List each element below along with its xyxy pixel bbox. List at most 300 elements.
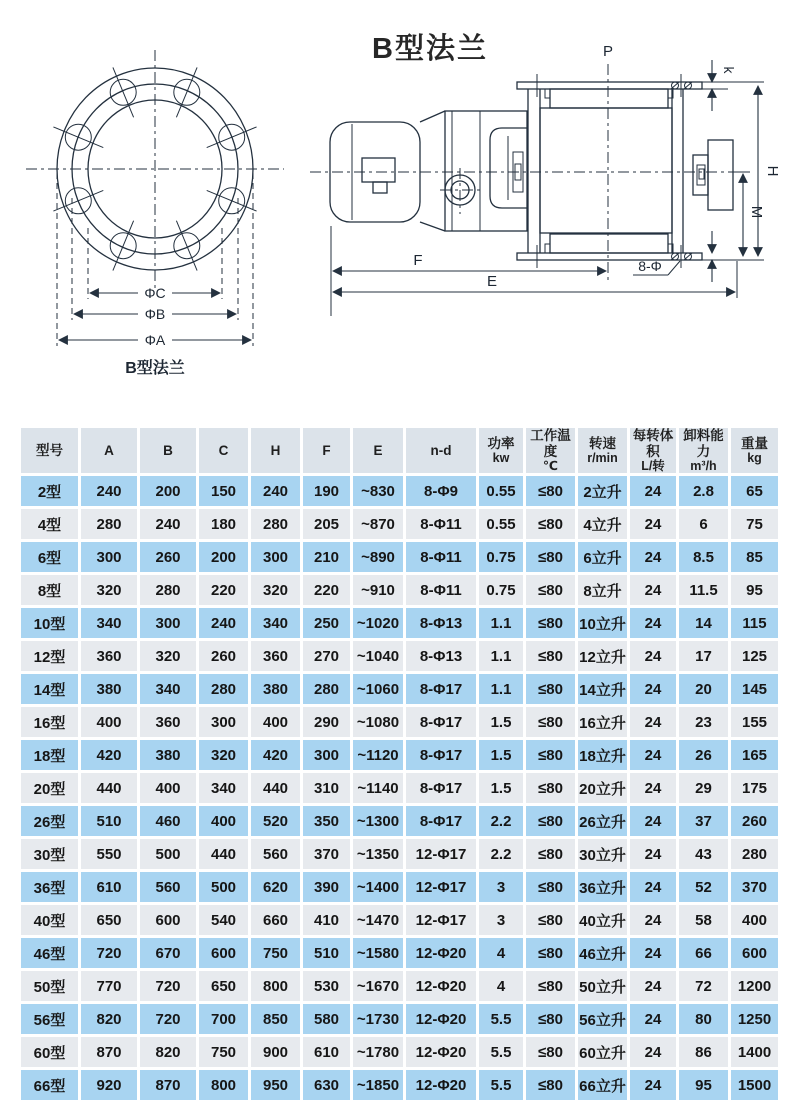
spec-row-14型 <box>21 674 778 704</box>
spec-row-6型 <box>21 542 778 572</box>
cell-a: 720 <box>81 938 137 968</box>
cell-e: ~910 <box>353 575 403 605</box>
cell-discharge_capacity: 20 <box>679 674 728 704</box>
cell-model: 18型 <box>21 740 78 770</box>
cell-b: 240 <box>140 509 196 539</box>
cell-volume_per_rev: 24 <box>630 575 676 605</box>
cell-c: 650 <box>199 971 248 1001</box>
cell-work_temp: ≤80 <box>526 575 575 605</box>
col-header-power: 功率 kw <box>479 428 523 473</box>
cell-b: 280 <box>140 575 196 605</box>
cell-weight: 75 <box>731 509 778 539</box>
cell-weight: 400 <box>731 905 778 935</box>
cell-h: 300 <box>251 542 300 572</box>
cell-discharge_capacity: 8.5 <box>679 542 728 572</box>
cell-power: 5.5 <box>479 1004 523 1034</box>
dim-label-m: M <box>748 205 765 219</box>
spec-row-20型 <box>21 773 778 803</box>
cell-model: 30型 <box>21 839 78 869</box>
cell-speed: 50立升 <box>578 971 627 1001</box>
cell-weight: 65 <box>731 476 778 506</box>
cell-speed: 56立升 <box>578 1004 627 1034</box>
dim-label-phi-c: ΦC <box>144 285 166 301</box>
cell-power: 1.1 <box>479 674 523 704</box>
cell-b: 380 <box>140 740 196 770</box>
cell-c: 320 <box>199 740 248 770</box>
cell-model: 40型 <box>21 905 78 935</box>
cell-weight: 370 <box>731 872 778 902</box>
cell-speed: 16立升 <box>578 707 627 737</box>
cell-a: 650 <box>81 905 137 935</box>
cell-weight: 280 <box>731 839 778 869</box>
cell-power: 3 <box>479 905 523 935</box>
cell-discharge_capacity: 58 <box>679 905 728 935</box>
cell-h: 620 <box>251 872 300 902</box>
cell-h: 900 <box>251 1037 300 1067</box>
cell-speed: 20立升 <box>578 773 627 803</box>
cell-e: ~1140 <box>353 773 403 803</box>
cell-b: 400 <box>140 773 196 803</box>
cell-e: ~1470 <box>353 905 403 935</box>
spec-row-18型 <box>21 740 778 770</box>
cell-f: 300 <box>303 740 350 770</box>
cell-c: 440 <box>199 839 248 869</box>
dim-label-holes: 8-Φ <box>638 258 662 274</box>
cell-b: 200 <box>140 476 196 506</box>
cell-e: ~1730 <box>353 1004 403 1034</box>
cell-h: 850 <box>251 1004 300 1034</box>
dimension-k <box>702 60 728 282</box>
cell-b: 820 <box>140 1037 196 1067</box>
cell-h: 560 <box>251 839 300 869</box>
spec-row-26型 <box>21 806 778 836</box>
cell-model: 56型 <box>21 1004 78 1034</box>
cell-model: 50型 <box>21 971 78 1001</box>
cell-model: 8型 <box>21 575 78 605</box>
cell-c: 240 <box>199 608 248 638</box>
cell-power: 1.5 <box>479 707 523 737</box>
cell-h: 800 <box>251 971 300 1001</box>
cell-n_d: 12-Φ17 <box>406 872 476 902</box>
dimension-f <box>331 226 606 316</box>
cell-n_d: 12-Φ17 <box>406 839 476 869</box>
spec-row-2型 <box>21 476 778 506</box>
cell-b: 670 <box>140 938 196 968</box>
cell-n_d: 8-Φ11 <box>406 509 476 539</box>
cell-work_temp: ≤80 <box>526 476 575 506</box>
cell-c: 150 <box>199 476 248 506</box>
spec-table-body <box>21 476 778 1100</box>
cell-a: 550 <box>81 839 137 869</box>
cell-n_d: 8-Φ11 <box>406 575 476 605</box>
cell-e: ~1040 <box>353 641 403 671</box>
cell-volume_per_rev: 24 <box>630 1070 676 1100</box>
cell-work_temp: ≤80 <box>526 773 575 803</box>
cell-work_temp: ≤80 <box>526 839 575 869</box>
cell-work_temp: ≤80 <box>526 971 575 1001</box>
cell-f: 370 <box>303 839 350 869</box>
cell-n_d: 8-Φ13 <box>406 608 476 638</box>
cell-speed: 46立升 <box>578 938 627 968</box>
col-header-n_d: n-d <box>406 428 476 473</box>
cell-f: 530 <box>303 971 350 1001</box>
cell-work_temp: ≤80 <box>526 938 575 968</box>
cell-e: ~890 <box>353 542 403 572</box>
cell-power: 2.2 <box>479 806 523 836</box>
cell-f: 250 <box>303 608 350 638</box>
cell-weight: 260 <box>731 806 778 836</box>
cell-volume_per_rev: 24 <box>630 839 676 869</box>
cell-e: ~1120 <box>353 740 403 770</box>
cell-power: 5.5 <box>479 1070 523 1100</box>
cell-a: 280 <box>81 509 137 539</box>
cell-f: 205 <box>303 509 350 539</box>
cell-b: 600 <box>140 905 196 935</box>
cell-h: 520 <box>251 806 300 836</box>
spec-row-56型 <box>21 1004 778 1034</box>
cell-a: 340 <box>81 608 137 638</box>
cell-f: 410 <box>303 905 350 935</box>
cell-c: 600 <box>199 938 248 968</box>
cell-a: 920 <box>81 1070 137 1100</box>
cell-power: 0.55 <box>479 509 523 539</box>
cell-c: 750 <box>199 1037 248 1067</box>
cell-c: 260 <box>199 641 248 671</box>
cell-discharge_capacity: 6 <box>679 509 728 539</box>
cell-weight: 600 <box>731 938 778 968</box>
cell-b: 260 <box>140 542 196 572</box>
spec-row-10型 <box>21 608 778 638</box>
cell-power: 1.5 <box>479 773 523 803</box>
dim-label-h: H <box>764 165 781 177</box>
cell-model: 10型 <box>21 608 78 638</box>
cell-a: 610 <box>81 872 137 902</box>
cell-n_d: 8-Φ9 <box>406 476 476 506</box>
flange-view-caption: B型法兰 <box>125 360 185 377</box>
cell-weight: 125 <box>731 641 778 671</box>
cell-weight: 95 <box>731 575 778 605</box>
flange-bolt-holes <box>537 74 692 268</box>
cell-f: 270 <box>303 641 350 671</box>
cell-discharge_capacity: 66 <box>679 938 728 968</box>
cell-work_temp: ≤80 <box>526 740 575 770</box>
cell-work_temp: ≤80 <box>526 608 575 638</box>
col-header-model: 型号 <box>21 428 78 473</box>
cell-f: 280 <box>303 674 350 704</box>
cell-discharge_capacity: 95 <box>679 1070 728 1100</box>
cell-c: 280 <box>199 674 248 704</box>
cell-model: 36型 <box>21 872 78 902</box>
cell-weight: 115 <box>731 608 778 638</box>
cell-f: 580 <box>303 1004 350 1034</box>
cell-a: 240 <box>81 476 137 506</box>
cell-h: 750 <box>251 938 300 968</box>
cell-n_d: 8-Φ17 <box>406 806 476 836</box>
cell-a: 420 <box>81 740 137 770</box>
cell-model: 46型 <box>21 938 78 968</box>
cell-model: 66型 <box>21 1070 78 1100</box>
cell-weight: 85 <box>731 542 778 572</box>
cell-f: 610 <box>303 1037 350 1067</box>
cell-work_temp: ≤80 <box>526 872 575 902</box>
cell-h: 660 <box>251 905 300 935</box>
cell-e: ~1780 <box>353 1037 403 1067</box>
cell-weight: 1250 <box>731 1004 778 1034</box>
cell-e: ~1850 <box>353 1070 403 1100</box>
cell-e: ~1080 <box>353 707 403 737</box>
cell-volume_per_rev: 24 <box>630 707 676 737</box>
cell-model: 4型 <box>21 509 78 539</box>
cell-model: 16型 <box>21 707 78 737</box>
cell-speed: 10立升 <box>578 608 627 638</box>
cell-model: 2型 <box>21 476 78 506</box>
cell-model: 26型 <box>21 806 78 836</box>
cell-a: 400 <box>81 707 137 737</box>
cell-speed: 26立升 <box>578 806 627 836</box>
cell-work_temp: ≤80 <box>526 674 575 704</box>
cell-c: 540 <box>199 905 248 935</box>
cell-h: 240 <box>251 476 300 506</box>
cell-a: 380 <box>81 674 137 704</box>
cell-e: ~870 <box>353 509 403 539</box>
cell-volume_per_rev: 24 <box>630 806 676 836</box>
cell-weight: 1500 <box>731 1070 778 1100</box>
col-header-discharge_capacity: 卸料能力 m³/h <box>679 428 728 473</box>
drive-end <box>693 140 733 210</box>
cell-speed: 6立升 <box>578 542 627 572</box>
cell-f: 510 <box>303 938 350 968</box>
cell-n_d: 12-Φ20 <box>406 1037 476 1067</box>
cell-volume_per_rev: 24 <box>630 971 676 1001</box>
cell-model: 20型 <box>21 773 78 803</box>
cell-f: 220 <box>303 575 350 605</box>
cell-e: ~1670 <box>353 971 403 1001</box>
cell-b: 340 <box>140 674 196 704</box>
dim-label-p: P <box>602 43 614 60</box>
cell-model: 60型 <box>21 1037 78 1067</box>
cell-discharge_capacity: 14 <box>679 608 728 638</box>
rotor-housing <box>490 128 527 208</box>
cell-model: 12型 <box>21 641 78 671</box>
cell-a: 510 <box>81 806 137 836</box>
cell-power: 4 <box>479 938 523 968</box>
col-header-weight: 重量 kg <box>731 428 778 473</box>
cell-work_temp: ≤80 <box>526 905 575 935</box>
main-centerline <box>310 64 748 280</box>
cell-work_temp: ≤80 <box>526 509 575 539</box>
col-header-e: E <box>353 428 403 473</box>
cell-work_temp: ≤80 <box>526 1004 575 1034</box>
cell-n_d: 8-Φ17 <box>406 707 476 737</box>
cell-e: ~1020 <box>353 608 403 638</box>
cell-e: ~1400 <box>353 872 403 902</box>
cell-work_temp: ≤80 <box>526 1070 575 1100</box>
cell-b: 720 <box>140 1004 196 1034</box>
spec-row-36型 <box>21 872 778 902</box>
cell-f: 310 <box>303 773 350 803</box>
dim-label-phi-a: ΦA <box>144 332 166 348</box>
cell-discharge_capacity: 29 <box>679 773 728 803</box>
cell-speed: 60立升 <box>578 1037 627 1067</box>
cell-power: 4 <box>479 971 523 1001</box>
cell-e: ~1060 <box>353 674 403 704</box>
cell-c: 300 <box>199 707 248 737</box>
cell-volume_per_rev: 24 <box>630 542 676 572</box>
cell-discharge_capacity: 80 <box>679 1004 728 1034</box>
dimension-e <box>333 261 737 298</box>
cell-speed: 40立升 <box>578 905 627 935</box>
cell-volume_per_rev: 24 <box>630 938 676 968</box>
spec-row-66型 <box>21 1070 778 1100</box>
cell-discharge_capacity: 11.5 <box>679 575 728 605</box>
col-header-c: C <box>199 428 248 473</box>
col-header-f: F <box>303 428 350 473</box>
cell-a: 440 <box>81 773 137 803</box>
cell-discharge_capacity: 52 <box>679 872 728 902</box>
cell-speed: 36立升 <box>578 872 627 902</box>
cell-h: 320 <box>251 575 300 605</box>
cell-weight: 175 <box>731 773 778 803</box>
cell-b: 460 <box>140 806 196 836</box>
cell-volume_per_rev: 24 <box>630 641 676 671</box>
cell-a: 870 <box>81 1037 137 1067</box>
cell-volume_per_rev: 24 <box>630 872 676 902</box>
cell-work_temp: ≤80 <box>526 542 575 572</box>
cell-work_temp: ≤80 <box>526 1037 575 1067</box>
cell-e: ~830 <box>353 476 403 506</box>
flange-centerlines <box>26 50 284 290</box>
cell-discharge_capacity: 17 <box>679 641 728 671</box>
cell-h: 360 <box>251 641 300 671</box>
cell-model: 6型 <box>21 542 78 572</box>
cell-a: 300 <box>81 542 137 572</box>
spec-row-16型 <box>21 707 778 737</box>
cell-a: 320 <box>81 575 137 605</box>
cell-discharge_capacity: 26 <box>679 740 728 770</box>
cell-h: 950 <box>251 1070 300 1100</box>
spec-row-8型 <box>21 575 778 605</box>
cell-c: 340 <box>199 773 248 803</box>
cell-e: ~1580 <box>353 938 403 968</box>
cell-work_temp: ≤80 <box>526 707 575 737</box>
cell-n_d: 8-Φ11 <box>406 542 476 572</box>
spec-row-12型 <box>21 641 778 671</box>
cell-c: 200 <box>199 542 248 572</box>
cell-weight: 155 <box>731 707 778 737</box>
cell-power: 2.2 <box>479 839 523 869</box>
cell-h: 340 <box>251 608 300 638</box>
cell-speed: 8立升 <box>578 575 627 605</box>
cell-volume_per_rev: 24 <box>630 905 676 935</box>
cell-h: 280 <box>251 509 300 539</box>
col-header-b: B <box>140 428 196 473</box>
cell-f: 630 <box>303 1070 350 1100</box>
cell-volume_per_rev: 24 <box>630 509 676 539</box>
page-title: B型法兰 <box>372 33 488 65</box>
cell-discharge_capacity: 86 <box>679 1037 728 1067</box>
cell-power: 0.75 <box>479 575 523 605</box>
cell-b: 500 <box>140 839 196 869</box>
cell-speed: 18立升 <box>578 740 627 770</box>
cell-speed: 4立升 <box>578 509 627 539</box>
cell-h: 420 <box>251 740 300 770</box>
cell-h: 380 <box>251 674 300 704</box>
cell-a: 360 <box>81 641 137 671</box>
cell-discharge_capacity: 2.8 <box>679 476 728 506</box>
cell-e: ~1300 <box>353 806 403 836</box>
cell-speed: 30立升 <box>578 839 627 869</box>
cell-model: 14型 <box>21 674 78 704</box>
col-header-speed: 转速 r/min <box>578 428 627 473</box>
spec-row-60型 <box>21 1037 778 1067</box>
cell-b: 300 <box>140 608 196 638</box>
dim-label-k: k <box>721 66 737 74</box>
cell-weight: 1400 <box>731 1037 778 1067</box>
cell-speed: 2立升 <box>578 476 627 506</box>
cell-volume_per_rev: 24 <box>630 674 676 704</box>
cell-n_d: 12-Φ20 <box>406 971 476 1001</box>
cell-weight: 145 <box>731 674 778 704</box>
cell-c: 500 <box>199 872 248 902</box>
header-row <box>21 428 778 473</box>
cell-h: 400 <box>251 707 300 737</box>
dim-label-e: E <box>486 273 498 290</box>
cell-volume_per_rev: 24 <box>630 1004 676 1034</box>
cell-n_d: 12-Φ20 <box>406 1070 476 1100</box>
cell-speed: 14立升 <box>578 674 627 704</box>
col-header-volume_per_rev: 每转体积 L/转 <box>630 428 676 473</box>
cell-c: 800 <box>199 1070 248 1100</box>
cell-f: 350 <box>303 806 350 836</box>
cell-discharge_capacity: 37 <box>679 806 728 836</box>
gearbox <box>420 111 527 231</box>
cell-f: 190 <box>303 476 350 506</box>
cell-e: ~1350 <box>353 839 403 869</box>
cell-n_d: 12-Φ17 <box>406 905 476 935</box>
cell-discharge_capacity: 43 <box>679 839 728 869</box>
cell-power: 1.1 <box>479 608 523 638</box>
cell-work_temp: ≤80 <box>526 806 575 836</box>
col-header-h: H <box>251 428 300 473</box>
cell-a: 820 <box>81 1004 137 1034</box>
spec-table <box>18 425 781 1103</box>
spec-row-30型 <box>21 839 778 869</box>
col-header-work_temp: 工作温度 ℃ <box>526 428 575 473</box>
cell-b: 320 <box>140 641 196 671</box>
side-view-drawing <box>300 40 788 352</box>
cell-b: 720 <box>140 971 196 1001</box>
spec-row-46型 <box>21 938 778 968</box>
cell-discharge_capacity: 72 <box>679 971 728 1001</box>
flange-front-view-drawing <box>18 38 298 400</box>
cell-volume_per_rev: 24 <box>630 608 676 638</box>
cell-n_d: 12-Φ20 <box>406 938 476 968</box>
cell-f: 210 <box>303 542 350 572</box>
cell-discharge_capacity: 23 <box>679 707 728 737</box>
cell-volume_per_rev: 24 <box>630 740 676 770</box>
spec-row-4型 <box>21 509 778 539</box>
cell-c: 400 <box>199 806 248 836</box>
cell-n_d: 8-Φ17 <box>406 674 476 704</box>
cell-n_d: 12-Φ20 <box>406 1004 476 1034</box>
cell-c: 700 <box>199 1004 248 1034</box>
cell-power: 3 <box>479 872 523 902</box>
cell-b: 360 <box>140 707 196 737</box>
col-header-a: A <box>81 428 137 473</box>
spec-table-head <box>21 428 778 473</box>
cell-b: 560 <box>140 872 196 902</box>
spec-row-50型 <box>21 971 778 1001</box>
